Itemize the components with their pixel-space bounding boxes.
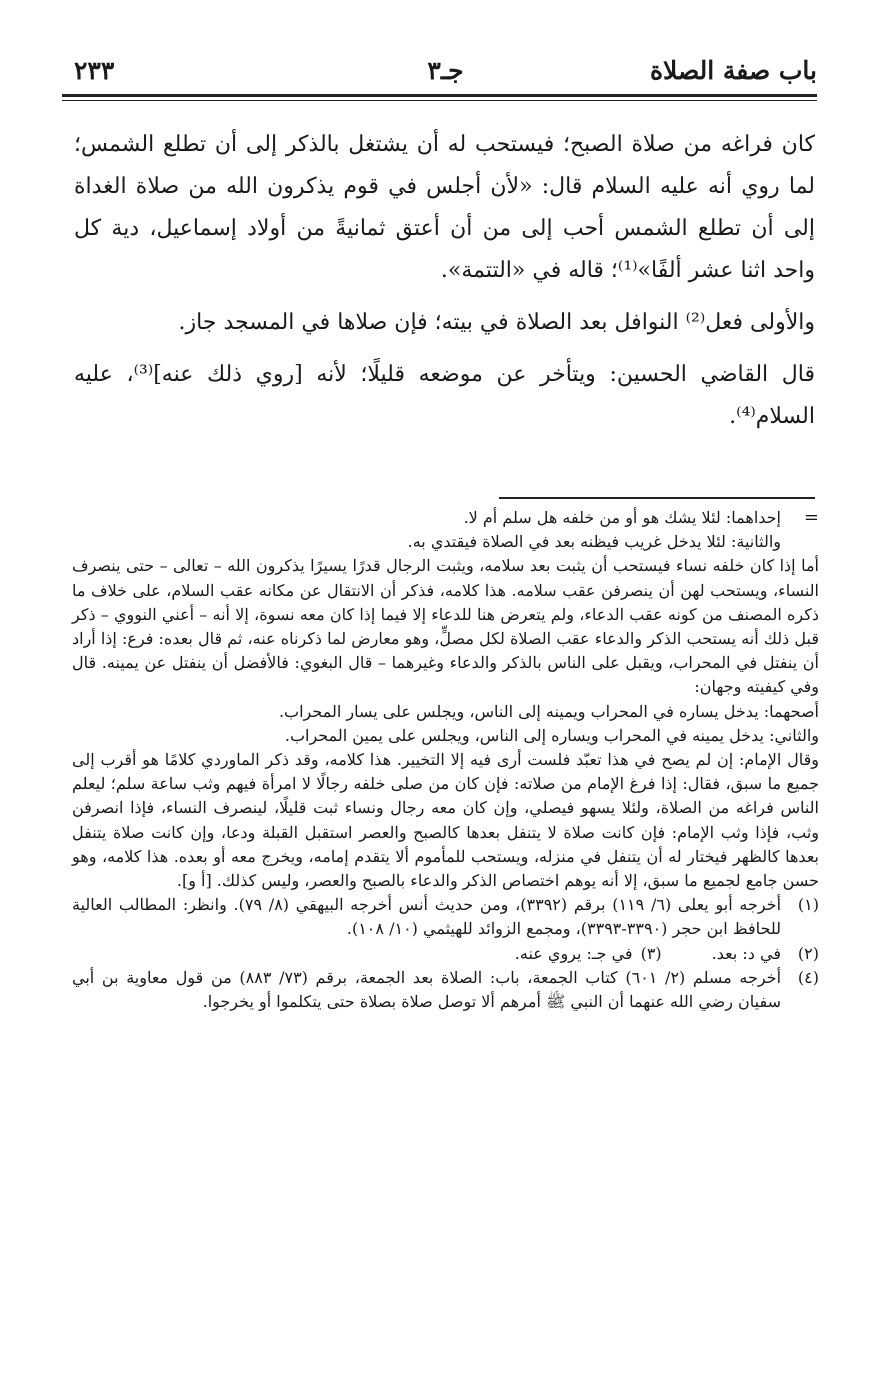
volume-label: جـ٣ (427, 56, 464, 85)
paragraph: كان فراغه من صلاة الصبح؛ فيستحب له أن يشتغل بالذكر إلى أن تطلع الشمس؛ لما روي أنه عليه السلام قال: «لأن أجلس في قوم يذكرون الله من صلاة الغداة إلى أن تطلع الشمس أحب إلى من أن أعتق ثمانيةً من أولاد إسماعيل، دية كل واحد اثنا عشر ألفًا»⁽¹⁾؛ قاله في «التتمة». (74, 132, 815, 283)
chapter-title: باب صفة الصلاة (649, 56, 817, 85)
footnote-2-3-row (72, 942, 819, 966)
footnote-mark: (٤) (797, 967, 819, 987)
running-header (74, 52, 817, 92)
main-text (74, 124, 815, 438)
footnote-text: في جـ: يروي عنه. (514, 943, 633, 963)
paragraph: والأولى فعل⁽²⁾ النوافل بعد الصلاة في بيته؛ فإن صلاها في المسجد جاز. (178, 310, 815, 335)
page-number: ٢٣٣ (74, 56, 115, 85)
footnote-mark: (٢) (797, 943, 819, 963)
header-rule-thin (62, 100, 817, 101)
footnote-4 (72, 966, 819, 1014)
footnote-1 (72, 893, 819, 941)
footnote-mark: (٣) (640, 943, 662, 963)
footnote-paragraph: أما إذا كان خلفه نساء فيستحب أن يثبت بعد سلامه، ويثبت الرجال قدرًا يسيرًا يذكرون الله – تعالى – حتى ينصرف النساء، ويستحب لهن أن ينصرفن عقب سلامه. هذا كلامه، فذكر أن الانتقال عن مكانه عقب السلام، على خلاف ما ذكره المصنف من كونه عقب الدعاء، ولم يتعرض هنا للدعاء إلا فيما إذا كان معه نسوة، إلا أنه – أعني النووي – ذكر قبل ذلك أنه يستحب الذكر والدعاء عقب الصلاة لكل مصلٍّ، وهو معارض لما ذكرناه عنه، ثم قال بعده: فرع: إذا أراد أن ينفتل في المحراب، ويقبل على الناس بالذكر والدعاء وغيرهما – قال البغوي: فالأفضل أن ينفتل عن يمينه. قال وفي كيفيته وجهان: (72, 556, 820, 697)
footnote-divider (499, 497, 815, 499)
footnote-text: في د: بعد. (711, 943, 781, 963)
footnote-mark: (١) (797, 895, 819, 915)
continuation-mark: = (803, 507, 819, 528)
header-rule-thick (62, 94, 817, 97)
footnote-text: أخرجه أبو يعلى (٦/ ١١٩) برقم (٣٣٩٢)، ومن حديث أنس أخرجه البيهقي (٨/ ٧٩). وانظر: المطالب العالية للحافظ ابن حجر (٣٣٩٠-٣٣٩٣)، ومجمع الزوائد للهيثمي (١٠/ ١٠٨). (72, 895, 782, 939)
footnote-line: إحداهما: لئلا يشك هو أو من خلفه هل سلم أم لا. (463, 508, 781, 527)
footnote-line: والثانية: لئلا يدخل غريب فيظنه بعد في الصلاة فيقتدي به. (407, 532, 781, 552)
footnote-paragraph: والثاني: يدخل يمينه في المحراب ويساره إلى الناس، ويجلس على يمين المحراب. (284, 725, 819, 745)
paragraph: قال القاضي الحسين: ويتأخر عن موضعه قليلًا؛ لأنه [روي ذلك عنه]⁽³⁾، عليه السلام⁽⁴⁾. (74, 362, 816, 429)
footnote-paragraph: أصحهما: يدخل يساره في المحراب ويمينه إلى الناس، ويجلس على يسار المحراب. (278, 701, 819, 721)
footnote-continuation (72, 506, 819, 554)
footnotes (72, 506, 819, 1014)
footnote-paragraph: وقال الإمام: إن لم يصح في هذا تعبّد فلست أرى فيه إلا التخيير. هذا كلامه، وقد ذكر الماوردي كلامًا هو أقرب إلى جميع ما سبق، فقال: إذا فرغ الإمام من صلاته: فإن كان من صلى خلفه رجالًا لا امرأة فيهم وثب ساعة سلم؛ ليعلم الناس فراغه من الصلاة، ولئلا يسهو فيصلي، وإن كان معه رجال ونساء ثبت قليلًا، لينصرف النساء، فإذا انصرفن وثب، فإذا وثب الإمام: فإن كانت صلاة لا يتنفل بعدها كالصبح والعصر استقبل القبلة ودعا، وإن كانت صلاة يتنفل بعدها كالظهر فيختار له أن يتنفل في منزله، ويستحب للمأموم ألا يتقدم إمامه، ويخرج معه أو بعده. هذا كلامه، وهو حسن جامع لجميع ما سبق، إلا أنه يوهم اختصاص الذكر والدعاء بالصبح والعصر، وليس كذلك. [أ و]. (72, 750, 820, 891)
footnote-text: أخرجه مسلم (٢/ ٦٠١) كتاب الجمعة، باب: الصلاة بعد الجمعة، برقم (٧٣/ ٨٨٣) من قول معاوية بن أبي سفيان رضي الله عنهما أن النبي ﷺ أمرهم ألا توصل صلاة بصلاة حتى يتكلموا أو يخرجوا. (72, 967, 782, 1012)
